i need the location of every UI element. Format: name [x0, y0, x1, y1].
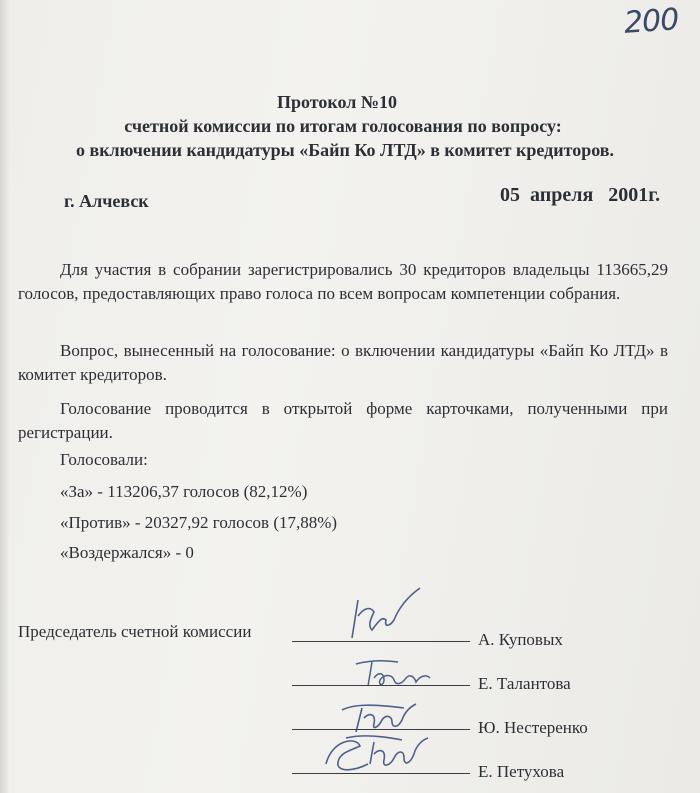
signer-name: Ю. Нестеренко: [478, 718, 588, 737]
handwritten-signature: [312, 728, 442, 778]
signature-row: [292, 656, 622, 696]
signature-row: [292, 612, 622, 652]
handwritten-signature: [312, 586, 432, 646]
signer-name: А. Куповых: [478, 630, 563, 649]
voted-heading: Голосовали:: [60, 450, 148, 469]
votes-abstained: «Воздержался» - 0: [60, 543, 194, 562]
protocol-subtitle: счетной комиссии по итогам голосования по вопросу:: [124, 116, 562, 136]
votes-for: «За» - 113206,37 голосов (82,12%): [60, 482, 308, 501]
question-paragraph: Вопрос, вынесенный на голосование: о включении кандидатуры «Байп Ко ЛТД» в комитет кредиторов.: [18, 341, 668, 384]
handwritten-signature: [312, 650, 442, 690]
protocol-title: Протокол №10: [277, 92, 397, 112]
signature-line: [292, 685, 470, 686]
place: г. Алчевск: [64, 191, 149, 211]
registration-paragraph: Для участия в собрании зарегистрировались 30 кредиторов владельцы 113665,29 голосов, предоставляющих право голоса по всем вопросам компетенции собрания.: [18, 260, 668, 303]
signature-row: [292, 744, 622, 784]
protocol-subject: о включении кандидатуры «Байп Ко ЛТД» в комитет кредиторов.: [75, 140, 615, 160]
signature-line: [292, 641, 470, 642]
chair-label: Председатель счетной комиссии: [18, 622, 252, 641]
votes-against: «Против» - 20327,92 голосов (17,88%): [60, 513, 338, 532]
handwritten-page-number: 200: [622, 2, 680, 41]
signature-line: [292, 773, 470, 774]
date: 05 апреля 2001г.: [500, 184, 661, 206]
voting-form-paragraph: Голосование проводится в открытой форме карточками, полученными при регистрации.: [18, 399, 668, 442]
signer-name: Е. Талантова: [478, 674, 571, 693]
signer-name: Е. Петухова: [478, 762, 565, 781]
